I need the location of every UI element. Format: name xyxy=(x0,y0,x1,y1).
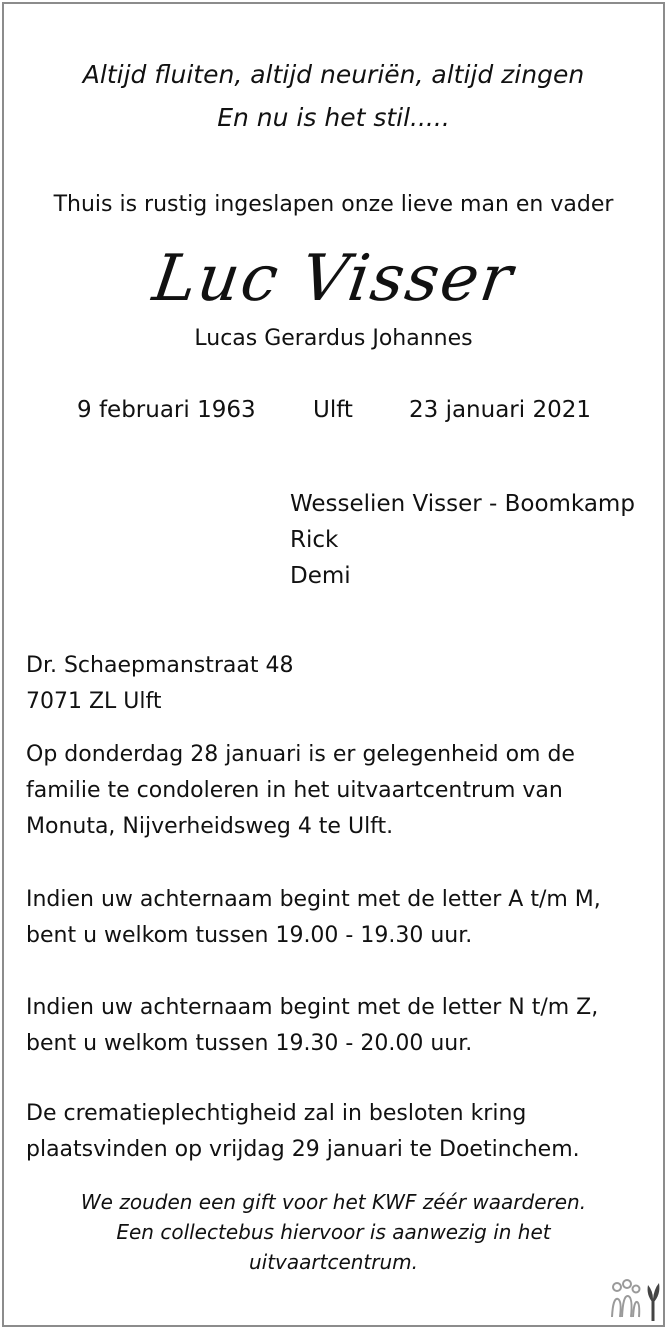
schedule-a-m-line: bent u welkom tussen 19.00 - 19.30 uur. xyxy=(26,923,473,948)
full-names: Lucas Gerardus Johannes xyxy=(194,326,473,351)
schedule-a-m-line: Indien uw achternaam begint met de letter A t/m M, xyxy=(26,887,601,912)
cremation-paragraph-line: plaatsvinden op vrijdag 29 januari te Doetinchem. xyxy=(26,1137,580,1162)
closing-line: We zouden een gift voor het KWF zéér waarderen. xyxy=(80,1190,587,1214)
obituary-notice xyxy=(2,2,665,1327)
condolence-paragraph-line: Op donderdag 28 januari is er gelegenheid om de xyxy=(26,742,575,767)
motto-line-2: En nu is het stil..... xyxy=(217,103,450,132)
schedule-n-z-line: bent u welkom tussen 19.30 - 20.00 uur. xyxy=(26,1031,473,1056)
cremation-paragraph-line: De crematieplechtigheid zal in besloten kring xyxy=(26,1101,527,1126)
birth-date: 9 februari 1963 xyxy=(77,397,256,423)
condolence-paragraph-line: Monuta, Nijverheidsweg 4 te Ulft. xyxy=(26,814,394,839)
address-street: Dr. Schaepmanstraat 48 xyxy=(26,653,294,678)
condolence-paragraph-line: familie te condoleren in het uitvaartcentrum van xyxy=(26,778,563,803)
motto-line-1: Altijd fluiten, altijd neuriën, altijd zingen xyxy=(82,60,585,89)
death-date: 23 januari 2021 xyxy=(409,397,592,423)
address-city: 7071 ZL Ulft xyxy=(26,689,162,714)
family-member: Rick xyxy=(290,527,339,553)
closing-line: Een collectebus hiervoor is aanwezig in het xyxy=(116,1220,551,1244)
schedule-n-z-line: Indien uw achternaam begint met de letter N t/m Z, xyxy=(26,995,599,1020)
place: Ulft xyxy=(313,397,353,423)
family-member: Demi xyxy=(290,563,351,589)
deceased-name: Luc Visser xyxy=(148,242,519,316)
family-member: Wesselien Visser - Boomkamp xyxy=(290,491,635,517)
intro-text: Thuis is rustig ingeslapen onze lieve man en vader xyxy=(53,192,614,217)
closing-line: uitvaartcentrum. xyxy=(248,1250,419,1274)
family-tree-logo-icon xyxy=(609,1277,661,1323)
